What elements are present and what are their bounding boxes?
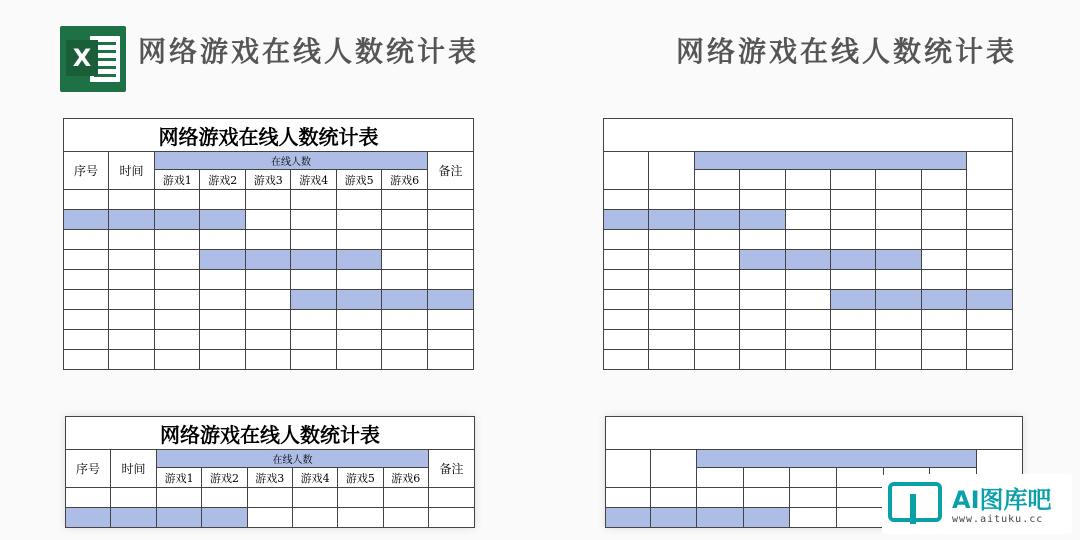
header-time: 时间 (111, 450, 157, 488)
table-row (604, 350, 1013, 370)
table-row (64, 350, 474, 370)
table-row (64, 230, 474, 250)
header-game-3: 游戏3 (247, 468, 292, 488)
header-game-2: 游戏2 (202, 468, 247, 488)
header-game-3: 游戏3 (245, 170, 290, 190)
header-seq: 序号 (66, 450, 111, 488)
table-row (64, 330, 474, 350)
table-row (66, 488, 475, 508)
table-row (604, 290, 1013, 310)
table-row (604, 190, 1013, 210)
header-game-2: 游戏2 (200, 170, 245, 190)
table-row (64, 310, 474, 330)
table-row (64, 210, 474, 230)
table-row (66, 508, 475, 528)
table-row (604, 210, 1013, 230)
excel-icon (60, 26, 126, 92)
table-row (64, 250, 474, 270)
online-stats-table-filled (63, 118, 474, 370)
header-online-count: 在线人数 (155, 152, 428, 170)
header-seq: 序号 (64, 152, 109, 190)
online-stats-table-filled-preview (65, 416, 475, 528)
table-title: 网络游戏在线人数统计表 (66, 417, 475, 450)
header-game-5: 游戏5 (336, 170, 381, 190)
brand-watermark (882, 474, 1072, 534)
header-online-count-blank (697, 450, 977, 468)
table-row (604, 230, 1013, 250)
table-row (604, 270, 1013, 290)
table-row (64, 270, 474, 290)
table-row (604, 250, 1013, 270)
header-game-1: 游戏1 (155, 170, 200, 190)
header-game-6: 游戏6 (382, 170, 428, 190)
table-title-blank (604, 119, 1013, 152)
header-online-count: 在线人数 (157, 450, 429, 468)
online-stats-table-blank (603, 118, 1013, 370)
page-title-right: 网络游戏在线人数统计表 (676, 35, 1018, 68)
table-row (604, 310, 1013, 330)
aituku-logo-icon (888, 482, 942, 522)
header-time: 时间 (109, 152, 155, 190)
table-row (604, 330, 1013, 350)
header-game-4: 游戏4 (292, 468, 337, 488)
header-game-6: 游戏6 (383, 468, 428, 488)
table-title-blank (606, 417, 1023, 450)
header-game-5: 游戏5 (338, 468, 383, 488)
header-note: 备注 (427, 152, 473, 190)
header-note: 备注 (428, 450, 474, 488)
header-online-count-blank (695, 152, 967, 170)
brand-name: AI图库吧 (952, 486, 1052, 514)
table-row (64, 290, 474, 310)
brand-url: www.aituku.cc (952, 514, 1044, 525)
header-game-4: 游戏4 (291, 170, 336, 190)
page-title-left: 网络游戏在线人数统计表 (138, 35, 480, 68)
header-game-1: 游戏1 (157, 468, 202, 488)
table-title: 网络游戏在线人数统计表 (64, 119, 474, 152)
excel-x-letter: X (66, 40, 98, 76)
table-row (64, 190, 474, 210)
